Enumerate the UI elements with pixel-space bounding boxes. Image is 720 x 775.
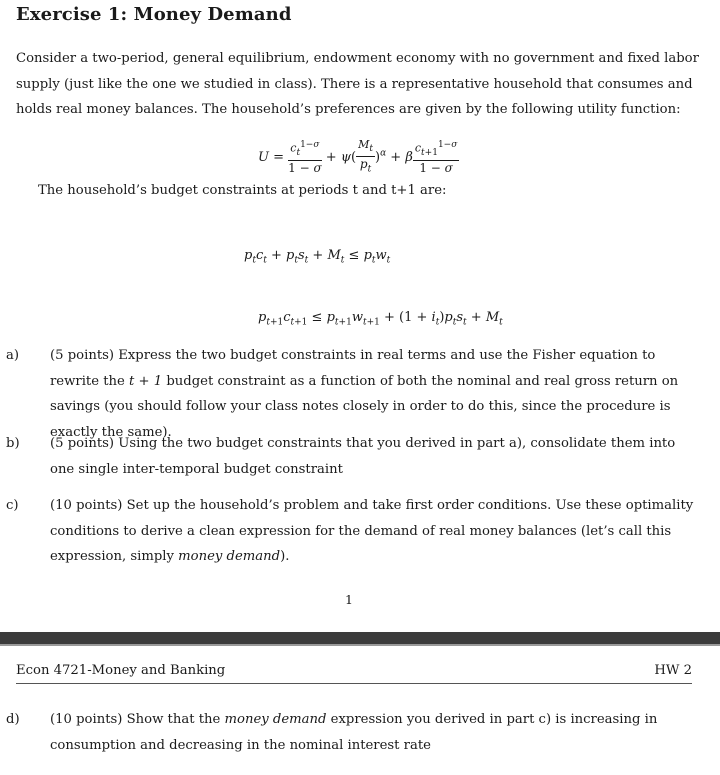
question-d: d) (10 points) Show that the money demand expression you derived in part c) is increasing in consumption and decreasing in the nominal interest rate [6, 712, 658, 753]
exercise-title: Exercise 1: Money Demand [16, 4, 292, 25]
page-2-header [16, 663, 692, 684]
homework-label: HW 2 [654, 663, 692, 678]
question-b: b) (5 points) Using the two budget constraints that you derived in part a), consolidate them into one single inter-temporal budget constraint [6, 436, 676, 477]
budget-constraint-t: $p_tc_t + p_ts_t + M_t \le p_tw_t$ [244, 248, 391, 266]
budget-intro: The household’s budget constraints at periods t and t+1 are: [38, 183, 447, 198]
budget-constraint-t1: $p_{t+1}c_{t+1} \le p_{t+1}w_{t+1} + (1 + i_t)p_ts_t + M_t$ [258, 310, 503, 328]
question-c: c) (10 points) Set up the household’s problem and take first order conditions. Use these optimality conditions to derive a clean expression for the demand of real money balances (let’s call this expression, simply money demand). [6, 498, 694, 564]
question-a: a) (5 points) Express the two budget constraints in real terms and use the Fisher equation to rewrite the t + 1 budget constraint as a function of both the nominal and real gross return on savings (you should follow your class notes closely in order to do this, since the procedure is exactly the same). [6, 348, 679, 440]
intro-paragraph: Consider a two-period, general equilibrium, endowment economy with no government and fixed labor supply (just like the one we studied in class). There is a representative household that consumes and holds real money balances. The household’s preferences are given by the following utility function: [16, 51, 699, 117]
course-name: Econ 4721-Money and Banking [16, 663, 226, 678]
page-number: 1 [345, 592, 353, 607]
utility-equation: U = $\frac{c_t^{1-\sigma}}{1 - \sigma}$ + ψ( $\frac{M_t}{p_t}$ )$^\alpha$ + β $\frac{c_{t+1}^{1-\sigma}}{1 - \sigma}$ [258, 138, 458, 176]
page-separator [0, 632, 720, 644]
